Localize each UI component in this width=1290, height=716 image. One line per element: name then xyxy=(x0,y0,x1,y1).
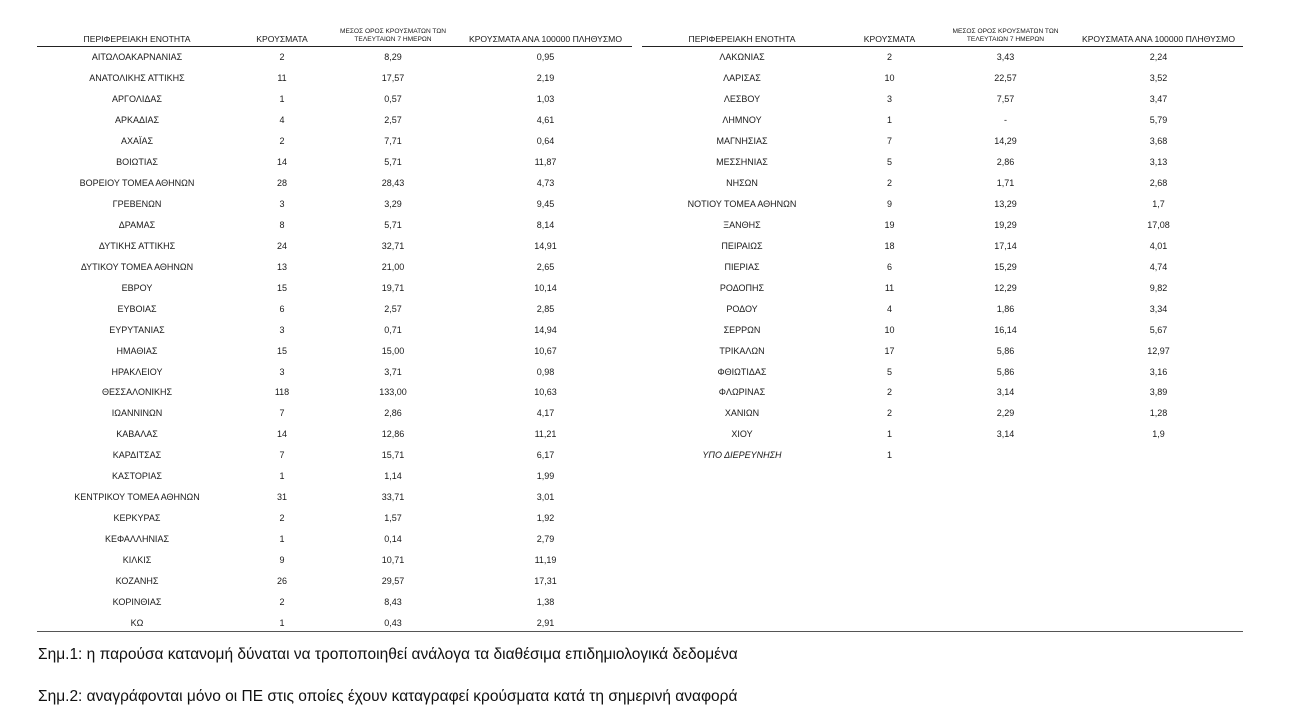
left-cases-table xyxy=(37,22,632,633)
table-row xyxy=(37,424,632,445)
region-cell: ΚΕΝΤΡΙΚΟΥ ΤΟΜΕΑ ΑΘΗΝΩΝ xyxy=(74,492,200,503)
avg7-cell: 0,71 xyxy=(384,324,402,335)
avg7-cell: 13,29 xyxy=(994,199,1017,210)
table-row xyxy=(37,570,632,591)
cases-cell: 2 xyxy=(886,52,892,63)
header-region: ΠΕΡΙΦΕΡΕΙΑΚΗ ΕΝΟΤΗΤΑ xyxy=(642,22,842,47)
avg7-cell: 3,14 xyxy=(996,429,1015,440)
region-cell: ΛΕΣΒΟΥ xyxy=(723,94,761,105)
right-table-body xyxy=(642,47,1243,466)
per100k-cell: 11,19 xyxy=(534,554,557,565)
table-row xyxy=(37,47,632,68)
per100k-cell: 1,7 xyxy=(1152,199,1165,210)
avg7-cell: 1,57 xyxy=(384,513,402,524)
region-cell: ΠΙΕΡΙΑΣ xyxy=(724,261,760,272)
avg7-cell: 2,86 xyxy=(384,408,402,419)
cases-cell: 1 xyxy=(279,471,285,482)
cases-cell: 5 xyxy=(886,157,892,168)
avg7-cell: 3,71 xyxy=(384,366,402,377)
region-cell: ΑΡΓΟΛΙΔΑΣ xyxy=(112,94,162,105)
region-cell: ΗΜΑΘΙΑΣ xyxy=(116,345,158,356)
cases-cell: 2 xyxy=(886,178,892,189)
per100k-cell: 10,63 xyxy=(534,387,557,398)
cases-cell: 6 xyxy=(886,261,892,272)
avg7-cell: 2,57 xyxy=(384,115,402,126)
table-row xyxy=(642,152,1243,173)
region-cell: ΔΥΤΙΚΟΥ ΤΟΜΕΑ ΑΘΗΝΩΝ xyxy=(80,261,194,272)
per100k-cell: 9,82 xyxy=(1149,282,1168,293)
per100k-cell: 3,47 xyxy=(1149,94,1168,105)
per100k-cell: 3,68 xyxy=(1149,136,1168,147)
cases-cell: 15 xyxy=(276,282,287,293)
region-cell: ΑΝΑΤΟΛΙΚΗΣ ΑΤΤΙΚΗΣ xyxy=(89,73,185,84)
header-region: ΠΕΡΙΦΕΡΕΙΑΚΗ ΕΝΟΤΗΤΑ xyxy=(37,22,237,47)
region-cell: ΕΥΒΟΙΑΣ xyxy=(117,303,157,314)
region-cell: ΚΩ xyxy=(130,617,144,628)
avg7-cell: 29,57 xyxy=(381,575,405,586)
region-cell: ΞΑΝΘΗΣ xyxy=(723,219,761,230)
table-row xyxy=(642,68,1243,89)
table-row xyxy=(37,529,632,550)
avg7-cell: 5,71 xyxy=(384,157,402,168)
table-row xyxy=(37,110,632,131)
cases-cell: 3 xyxy=(279,199,285,210)
table-row xyxy=(642,319,1243,340)
table-row xyxy=(37,466,632,487)
avg7-cell: 3,29 xyxy=(384,199,402,210)
per100k-cell: 4,73 xyxy=(536,178,555,189)
table-row xyxy=(37,361,632,382)
per100k-cell: 5,79 xyxy=(1149,115,1168,126)
region-cell: ΜΑΓΝΗΣΙΑΣ xyxy=(716,136,768,147)
region-cell: ΦΛΩΡΙΝΑΣ xyxy=(718,387,766,398)
table-bottom-rule xyxy=(37,631,1243,632)
table-row xyxy=(37,591,632,612)
header-avg7 xyxy=(327,22,459,47)
per100k-cell: 14,94 xyxy=(534,324,557,335)
avg7-cell: 5,86 xyxy=(996,345,1015,356)
cases-cell: 11 xyxy=(277,73,287,84)
per100k-cell: 9,45 xyxy=(536,199,555,210)
region-cell: ΚΑΡΔΙΤΣΑΣ xyxy=(112,450,162,461)
header-cases: ΚΡΟΥΣΜΑΤΑ xyxy=(842,22,937,47)
table-row xyxy=(37,215,632,236)
per100k-cell: 4,01 xyxy=(1149,240,1168,251)
right-cases-table xyxy=(642,22,1243,466)
region-cell: ΚΙΛΚΙΣ xyxy=(122,554,152,565)
cases-cell: 14 xyxy=(276,429,287,440)
region-cell: ΝΗΣΩΝ xyxy=(726,178,758,189)
table-row xyxy=(37,194,632,215)
cases-cell: 28 xyxy=(276,178,287,189)
table-row xyxy=(37,487,632,508)
table-row xyxy=(642,424,1243,445)
cases-cell: 26 xyxy=(276,575,287,586)
avg7-cell: 3,14 xyxy=(996,387,1015,398)
left-table-body xyxy=(37,47,632,634)
avg7-cell: 21,00 xyxy=(381,261,405,272)
region-cell: ΚΟΡΙΝΘΙΑΣ xyxy=(112,596,162,607)
region-cell: ΚΕΡΚΥΡΑΣ xyxy=(113,513,161,524)
cases-cell: 7 xyxy=(279,450,285,461)
cases-cell: 11 xyxy=(884,282,895,293)
avg7-cell: 0,43 xyxy=(384,617,402,628)
region-cell: ΣΕΡΡΩΝ xyxy=(723,324,761,335)
cases-cell: 31 xyxy=(276,492,287,503)
avg7-cell: 32,71 xyxy=(381,240,405,251)
table-row xyxy=(642,277,1243,298)
region-cell: ΧΙΟΥ xyxy=(731,429,753,440)
cases-cell: 19 xyxy=(884,219,895,230)
avg7-cell: 7,71 xyxy=(384,136,402,147)
cases-cell: 1 xyxy=(279,617,285,628)
avg7-cell: 1,14 xyxy=(384,471,402,482)
per100k-cell: 1,9 xyxy=(1152,429,1165,440)
note-2: Σημ.2: αναγράφονται μόνο οι ΠΕ στις οποίες έχουν καταγραφεί κρούσματα κατά τη σημερινή αναφορά xyxy=(38,688,738,705)
avg7-cell: 1,86 xyxy=(996,303,1015,314)
cases-cell: 17 xyxy=(884,345,895,356)
table-row xyxy=(37,340,632,361)
table-row xyxy=(642,47,1243,68)
per100k-cell: 0,64 xyxy=(536,136,555,147)
per100k-cell: 1,99 xyxy=(536,471,555,482)
cases-cell: 1 xyxy=(279,534,285,545)
per100k-cell: 5,67 xyxy=(1149,324,1168,335)
table-row xyxy=(37,173,632,194)
cases-cell: 3 xyxy=(279,324,285,335)
table-row xyxy=(642,256,1243,277)
region-cell: ΑΡΚΑΔΙΑΣ xyxy=(114,115,160,126)
cases-cell: 5 xyxy=(886,366,892,377)
per100k-cell: 2,85 xyxy=(536,303,555,314)
table-row xyxy=(642,340,1243,361)
region-cell: ΡΟΔΟΥ xyxy=(726,303,758,314)
table-row xyxy=(642,215,1243,236)
region-cell: ΒΟΡΕΙΟΥ ΤΟΜΕΑ ΑΘΗΝΩΝ xyxy=(79,178,195,189)
per100k-cell: 2,68 xyxy=(1149,178,1168,189)
cases-cell: 7 xyxy=(279,408,285,419)
table-row xyxy=(37,235,632,256)
header-row xyxy=(37,22,632,47)
header-per100k: ΚΡΟΥΣΜΑΤΑ ΑΝΑ 100000 ΠΛΗΘΥΣΜΟ xyxy=(1074,22,1243,47)
per100k-cell: 1,03 xyxy=(536,94,555,105)
region-cell: ΑΧΑΪΑΣ xyxy=(120,136,154,147)
per100k-cell: 6,17 xyxy=(536,450,555,461)
table-row xyxy=(642,131,1243,152)
avg7-cell xyxy=(937,445,1074,466)
table-row xyxy=(642,235,1243,256)
table-row xyxy=(642,445,1243,466)
avg7-cell: 28,43 xyxy=(381,178,405,189)
avg7-cell: 12,86 xyxy=(381,429,405,440)
per100k-cell: 0,95 xyxy=(536,52,555,63)
per100k-cell: 1,38 xyxy=(536,596,555,607)
cases-cell: 4 xyxy=(886,303,892,314)
cases-cell: 10 xyxy=(884,324,895,335)
cases-cell: 118 xyxy=(274,387,290,398)
per100k-cell: 10,67 xyxy=(534,345,557,356)
region-cell: ΕΥΡΥΤΑΝΙΑΣ xyxy=(109,324,165,335)
header-cases: ΚΡΟΥΣΜΑΤΑ xyxy=(237,22,327,47)
per100k-cell: 0,98 xyxy=(536,366,555,377)
cases-cell: 15 xyxy=(276,345,287,356)
avg7-cell: 5,71 xyxy=(384,219,402,230)
region-cell: ΔΥΤΙΚΗΣ ΑΤΤΙΚΗΣ xyxy=(98,240,176,251)
per100k-cell: 3,16 xyxy=(1149,366,1168,377)
per100k-cell: 3,13 xyxy=(1149,157,1168,168)
table-row xyxy=(642,382,1243,403)
region-cell: ΚΟΖΑΝΗΣ xyxy=(115,575,159,586)
table-row xyxy=(37,256,632,277)
cases-cell: 18 xyxy=(884,240,895,251)
table-row xyxy=(37,89,632,110)
avg7-cell: 133,00 xyxy=(379,387,407,398)
cases-cell: 24 xyxy=(276,240,287,251)
header-avg7 xyxy=(937,22,1074,47)
region-cell: ΔΡΑΜΑΣ xyxy=(118,219,156,230)
avg7-cell: 15,71 xyxy=(381,450,405,461)
region-cell: ΦΘΙΩΤΙΔΑΣ xyxy=(717,366,767,377)
table-row xyxy=(37,382,632,403)
cases-cell: 2 xyxy=(279,513,285,524)
per100k-cell: 2,79 xyxy=(536,534,555,545)
header-avg7-line1: ΜΕΣΟΣ ΟΡΟΣ ΚΡΟΥΣΜΑΤΩΝ ΤΩΝ xyxy=(339,28,447,35)
per100k-cell: 2,24 xyxy=(1149,52,1168,63)
avg7-cell: 16,14 xyxy=(994,324,1017,335)
table-row xyxy=(642,173,1243,194)
region-cell: ΚΑΣΤΟΡΙΑΣ xyxy=(112,471,162,482)
region-cell: ΘΕΣΣΑΛΟΝΙΚΗΣ xyxy=(101,387,173,398)
per100k-cell: 3,89 xyxy=(1149,387,1168,398)
region-cell: ΛΑΚΩΝΙΑΣ xyxy=(719,52,765,63)
cases-cell: 3 xyxy=(279,366,285,377)
region-cell: ΚΑΒΑΛΑΣ xyxy=(116,429,158,440)
per100k-cell: 1,28 xyxy=(1149,408,1168,419)
per100k-cell: 4,74 xyxy=(1149,261,1168,272)
avg7-cell: 15,29 xyxy=(994,261,1017,272)
region-cell: ΧΑΝΙΩΝ xyxy=(724,408,760,419)
per100k-cell: 11,87 xyxy=(534,157,557,168)
per100k-cell: 11,21 xyxy=(534,429,557,440)
cases-cell: 2 xyxy=(279,136,285,147)
avg7-cell: 19,29 xyxy=(994,219,1017,230)
table-row xyxy=(37,508,632,529)
table-row xyxy=(642,89,1243,110)
avg7-cell: 5,86 xyxy=(996,366,1015,377)
header-avg7-line2: ΤΕΛΕΥΤΑΙΩΝ 7 ΗΜΕΡΩΝ xyxy=(966,36,1045,43)
table-row xyxy=(642,361,1243,382)
avg7-cell: 14,29 xyxy=(994,136,1017,147)
cases-cell: 10 xyxy=(884,73,895,84)
avg7-cell: 33,71 xyxy=(381,492,405,503)
cases-cell: 2 xyxy=(279,596,285,607)
avg7-cell: 22,57 xyxy=(994,73,1017,84)
table-row xyxy=(37,152,632,173)
avg7-cell: 2,86 xyxy=(996,157,1015,168)
per100k-cell: 17,08 xyxy=(1147,219,1170,230)
region-cell: ΝΟΤΙΟΥ ΤΟΜΕΑ ΑΘΗΝΩΝ xyxy=(687,199,797,210)
region-cell: ΜΕΣΣΗΝΙΑΣ xyxy=(716,157,768,168)
cases-cell: 14 xyxy=(276,157,287,168)
per100k-cell: 2,19 xyxy=(536,73,555,84)
cases-cell: 1 xyxy=(886,115,892,126)
per100k-cell: 17,31 xyxy=(534,575,557,586)
avg7-cell: 12,29 xyxy=(994,282,1017,293)
region-cell: ΛΗΜΝΟΥ xyxy=(722,115,762,126)
region-cell: ΒΟΙΩΤΙΑΣ xyxy=(116,157,158,168)
cases-cell: 1 xyxy=(886,450,892,461)
avg7-cell: 0,14 xyxy=(384,534,402,545)
cases-cell: 6 xyxy=(279,303,285,314)
cases-cell: 2 xyxy=(886,387,892,398)
avg7-cell: 3,43 xyxy=(996,52,1015,63)
table-row xyxy=(37,550,632,571)
table-row xyxy=(642,298,1243,319)
table-row xyxy=(642,194,1243,215)
per100k-cell: 14,91 xyxy=(534,240,557,251)
region-cell: ΥΠΟ ΔΙΕΡΕΥΝΗΣΗ xyxy=(702,450,782,461)
per100k-cell: 2,65 xyxy=(536,261,555,272)
region-cell: ΠΕΙΡΑΙΩΣ xyxy=(721,240,763,251)
per100k-cell: 10,14 xyxy=(534,282,557,293)
per100k-cell: 4,61 xyxy=(536,115,555,126)
region-cell: ΑΙΤΩΛΟΑΚΑΡΝΑΝΙΑΣ xyxy=(91,52,183,63)
cases-cell: 1 xyxy=(886,429,892,440)
per100k-cell: 3,34 xyxy=(1149,303,1168,314)
avg7-cell: 17,57 xyxy=(381,73,405,84)
region-cell: ΙΩΑΝΝΙΝΩΝ xyxy=(111,408,163,419)
cases-cell: 9 xyxy=(886,199,892,210)
avg7-cell: 8,29 xyxy=(384,52,402,63)
header-per100k: ΚΡΟΥΣΜΑΤΑ ΑΝΑ 100000 ΠΛΗΘΥΣΜΟ xyxy=(459,22,632,47)
avg7-cell: 17,14 xyxy=(994,240,1017,251)
region-cell: ΛΑΡΙΣΑΣ xyxy=(723,73,761,84)
avg7-cell: 10,71 xyxy=(381,554,405,565)
avg7-cell: 1,71 xyxy=(996,178,1015,189)
header-row xyxy=(642,22,1243,47)
region-cell: ΕΒΡΟΥ xyxy=(121,282,153,293)
per100k-cell: 3,01 xyxy=(536,492,555,503)
cases-cell: 2 xyxy=(886,408,892,419)
avg7-cell: 0,57 xyxy=(384,94,402,105)
cases-cell: 2 xyxy=(279,52,285,63)
table-row xyxy=(37,445,632,466)
per100k-cell: 8,14 xyxy=(536,219,555,230)
region-cell: ΚΕΦΑΛΛΗΝΙΑΣ xyxy=(104,534,170,545)
per100k-cell: 4,17 xyxy=(536,408,555,419)
cases-cell: 8 xyxy=(279,219,285,230)
cases-cell: 7 xyxy=(886,136,892,147)
table-row xyxy=(37,319,632,340)
header-avg7-line1: ΜΕΣΟΣ ΟΡΟΣ ΚΡΟΥΣΜΑΤΩΝ ΤΩΝ xyxy=(952,28,1059,35)
per100k-cell: 2,91 xyxy=(536,617,555,628)
avg7-cell: 8,43 xyxy=(384,596,402,607)
cases-cell: 3 xyxy=(886,94,892,105)
cases-cell: 13 xyxy=(276,261,287,272)
per100k-cell: 12,97 xyxy=(1147,345,1170,356)
region-cell: ΤΡΙΚΑΛΩΝ xyxy=(719,345,765,356)
per100k-cell: 3,52 xyxy=(1149,73,1168,84)
cases-cell: 4 xyxy=(279,115,285,126)
table-row xyxy=(37,277,632,298)
per100k-cell: 1,92 xyxy=(536,513,555,524)
avg7-cell: 7,57 xyxy=(996,94,1015,105)
table-row xyxy=(37,403,632,424)
avg7-cell: 19,71 xyxy=(381,282,405,293)
header-avg7-line2: ΤΕΛΕΥΤΑΙΩΝ 7 ΗΜΕΡΩΝ xyxy=(354,36,432,43)
per100k-cell xyxy=(1074,445,1243,466)
avg7-cell: 2,57 xyxy=(384,303,402,314)
table-row xyxy=(37,131,632,152)
table-row xyxy=(37,68,632,89)
table-row xyxy=(37,298,632,319)
avg7-cell: 15,00 xyxy=(381,345,405,356)
note-1: Σημ.1: η παρούσα κατανομή δύναται να τροποποιηθεί ανάλογα τα διαθέσιμα επιδημιολογικά δεδομένα xyxy=(38,646,738,663)
avg7-cell: 2,29 xyxy=(996,408,1015,419)
region-cell: ΗΡΑΚΛΕΙΟΥ xyxy=(111,366,163,377)
table-row xyxy=(642,110,1243,131)
table-row xyxy=(642,403,1243,424)
cases-cell: 9 xyxy=(279,554,285,565)
region-cell: ΡΟΔΟΠΗΣ xyxy=(719,282,765,293)
region-cell: ΓΡΕΒΕΝΩΝ xyxy=(112,199,162,210)
avg7-cell: - xyxy=(1004,115,1007,126)
cases-cell: 1 xyxy=(279,94,285,105)
